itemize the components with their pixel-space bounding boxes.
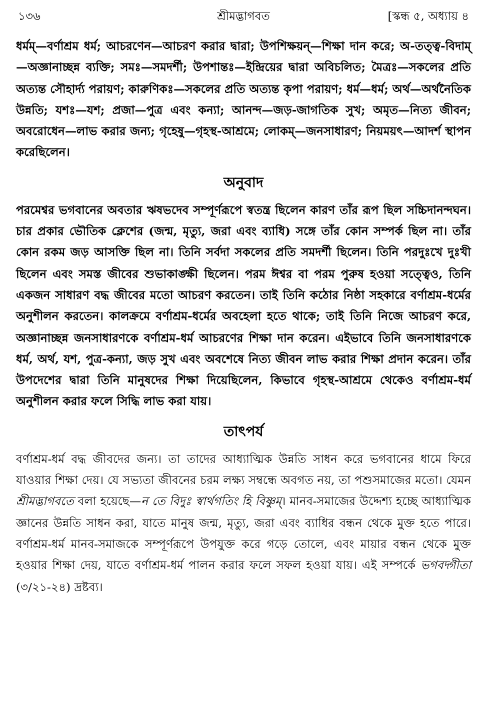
purport-text — [16, 449, 471, 598]
purport-quote: ন তে বিদুঃ স্বার্থগতিং হি বিষ্ণুম্ — [141, 494, 282, 509]
page-body — [16, 36, 471, 598]
purport-quote-source: শ্রীমদ্ভাগবতে — [16, 494, 74, 509]
purport-heading: তাৎপর্য — [223, 423, 264, 440]
purport-part-2: বলা হয়েছে— — [73, 494, 142, 509]
translation-text: পরমেশ্বর ভগবানের অবতার ঋষভদেব সম্পূর্ণরূপে স্বতন্ত্র ছিলেন কারণ তাঁর রূপ ছিল সচ্চিদানন্দঘন। চার প্রকার ভৌতিক ক্লেশের (জন্ম, মৃত্যু, জরা এবং ব্যাধি) সঙ্গে তাঁর কোন সম্পর্ক ছিল না। তাঁর কোন রকম জড় আসক্তি ছিল না। তিনি সর্বদা সকলের প্রতি সমদর্শী ছিলেন। তিনি পরদুঃখে দুঃখী ছিলেন এবং সমস্ত জীবের শুভাকাঙ্ক্ষী ছিলেন। পরম ঈশ্বর বা পরম পুরুষ হওয়া সত্ত্বেও, তিনি একজন সাধারণ বদ্ধ জীবের মতো আচরণ করতেন। তাই তিনি কঠোর নিষ্ঠা সহকারে বর্ণাশ্রম-ধর্মের অনুশীলন করতেন। কালক্রমে বর্ণাশ্রম-ধর্মের অবহেলা হতে থাকে; তাই তিনি নিজে আচরণ করে, অজ্ঞানাচ্ছন্ন জনসাধারণকে বর্ণাশ্রম-ধর্ম আচরণের শিক্ষা দান করেন। এইভাবে তিনি জনসাধারণকে ধর্ম, অর্থ, যশ, পুত্র-কন্যা, জড় সুখ এবং অবশেষে নিত্য জীবন লাভ করার শিক্ষা প্রদান করেন। তাঁর উপদেশের দ্বারা তিনি মানুষদের শিক্ষা দিয়েছিলেন, কিভাবে গৃহস্থ-আশ্রমে থেকেও বর্ণাশ্রম-ধর্ম অনুশীলন করার ফলে সিদ্ধি লাভ করা যায়। — [16, 202, 471, 409]
book-title: শ্রীমদ্ভাগবত — [217, 9, 270, 23]
purport-reference-book: ভগবদ্গীতা — [420, 558, 471, 573]
translation-heading: অনুবাদ — [223, 174, 264, 191]
purport-part-4: (৩/২১-২৪) দ্রষ্টব্য। — [16, 579, 103, 594]
purport-part-1: বর্ণাশ্রম-ধর্ম বদ্ধ জীবদের জন্য। তা তাদের আধ্যাত্মিক উন্নতি সাধন করে ভগবানের ধামে ফিরে যাওয়ার শিক্ষা দেয়। যে সভ্যতা জীবনের চরম লক্ষ্য সম্বন্ধে অবগত নয়, তা পশুসমাজের মতো। যেমন — [16, 451, 471, 488]
page-number: ১৩৬ — [18, 9, 41, 23]
canto-chapter-label: [স্কন্ধ ৫, অধ্যায় ৪ — [387, 9, 469, 23]
word-for-word-glossary: ধর্মম্—বর্ণাশ্রম ধর্ম; আচরণেন—আচরণ করার দ্বারা; উপশিক্ষয়ন্—শিক্ষা দান করে; অ-তত্ত্ব-বিদাম্—অজ্ঞানাচ্ছন্ন ব্যক্তি; সমঃ—সমদর্শী; উপশান্তঃ—ইন্দ্রিয়ের দ্বারা অবিচলিত; মৈত্রঃ—সকলের প্রতি অত্যন্ত সৌহার্দ্য পরায়ণ; কারুণিকঃ—সকলের প্রতি অত্যন্ত কৃপা পরায়ণ; ধর্ম—ধর্ম; অর্থ—অর্থনৈতিক উন্নতি; যশঃ—যশ; প্রজা—পুত্র এবং কন্যা; আনন্দ—জড়-জাগতিক সুখ; অমৃত—নিত্য জীবন; অবরোধেন—লাভ করার জন্য; গৃহেষু—গৃহস্থ-আশ্রমে; লোকম্—জনসাধারণ; নিয়ময়ৎ—আদর্শ স্থাপন করেছিলেন। — [16, 39, 471, 160]
purport-part-3: । মানব-সমাজের উদ্দেশ্য হচ্ছে আধ্যাত্মিক জ্ঞানের উন্নতি সাধন করা, যাতে মানুষ জন্ম, মৃত্যু, জরা এবং ব্যাধির বন্ধন থেকে মুক্ত হতে পারে। বর্ণাশ্রম-ধর্ম মানব-সমাজকে সম্পূর্ণরূপে উপযুক্ত করে গড়ে তোলে, এবং মায়ার বন্ধন থেকে মুক্ত হওয়ার শিক্ষা দেয়, যাতে বর্ণাশ্রম-ধর্ম পালন করার ফলে সফল হওয়া যায়। এই সম্পর্কে — [16, 494, 472, 573]
page-header — [18, 8, 469, 28]
